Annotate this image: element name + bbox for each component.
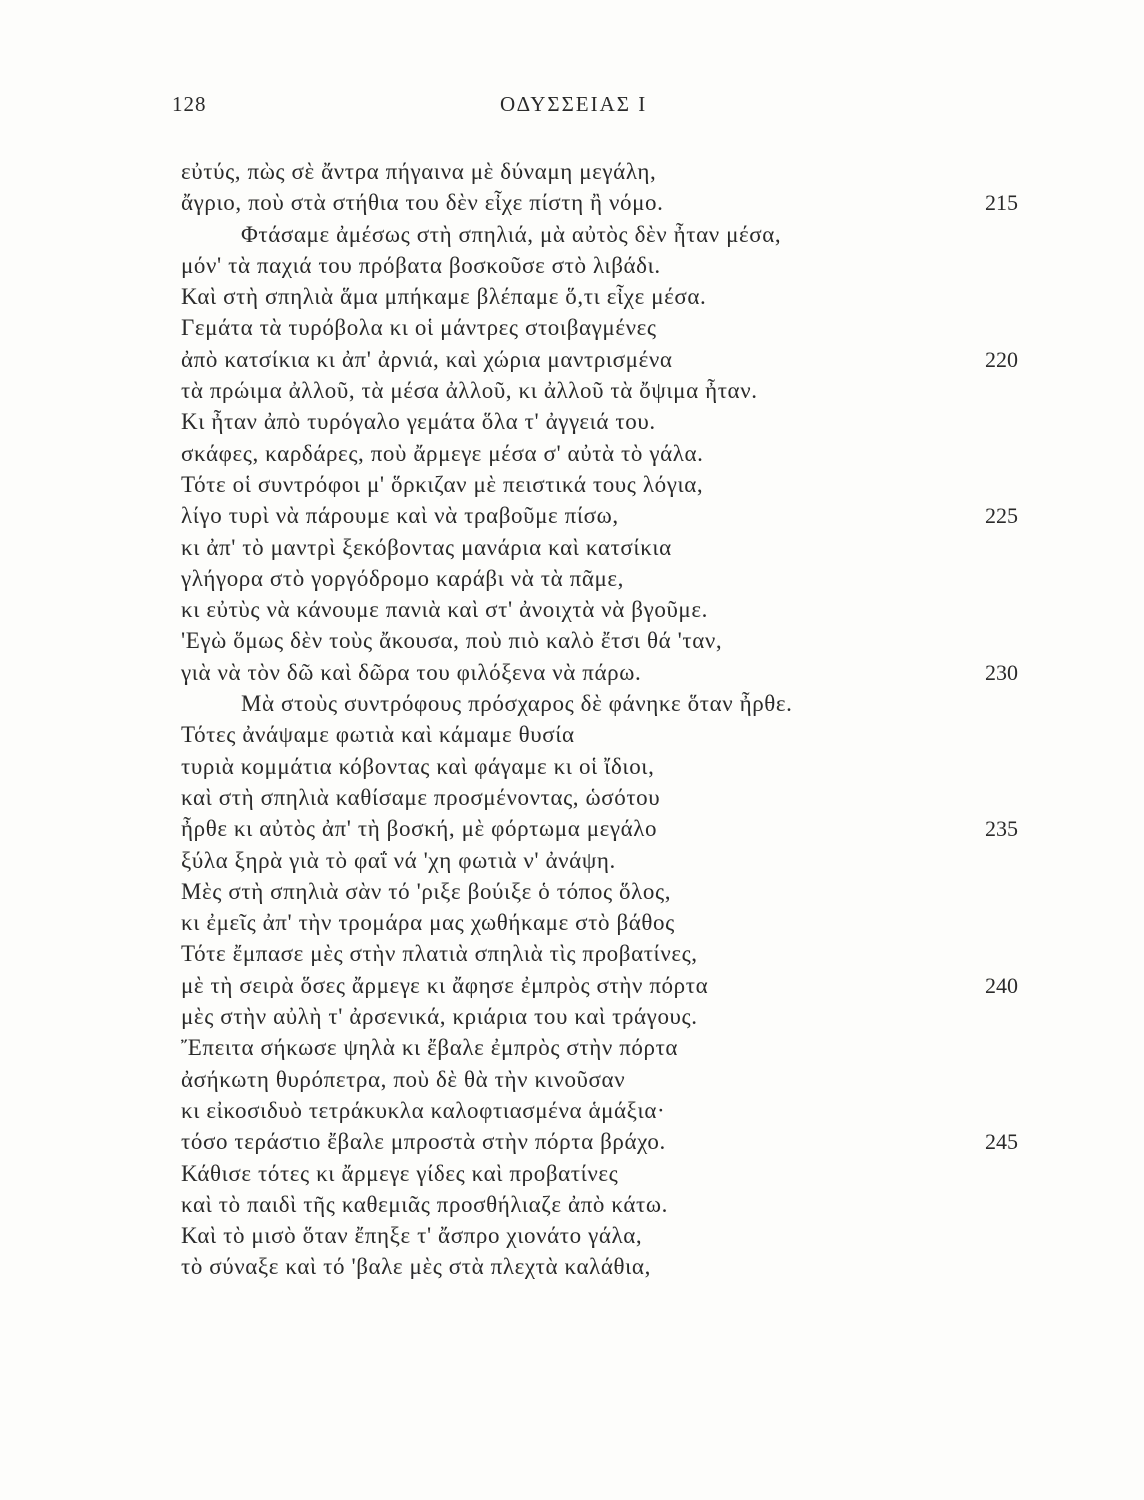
verse-line — [0, 751, 1144, 782]
verse-text: εὐτύς, πὼς σὲ ἄντρα πήγαινα μὲ δύναμη μεγάλη, — [181, 159, 657, 184]
verse-text: κι εὐτὺς νὰ κάνουμε πανιὰ καὶ στ' ἀνοιχτὰ νὰ βγοῦμε. — [181, 597, 708, 623]
verse-line — [0, 970, 1144, 1001]
verse-text: τὸ σύναξε καὶ τό 'βαλε μὲς στὰ πλεχτὰ καλάθια, — [181, 1254, 651, 1280]
verse-text: σκάφες, καρδάρες, ποὺ ἄρμεγε μέσα σ' αὐτὰ τὸ γάλα. — [181, 440, 704, 466]
verse-text: μὲ τὴ σειρὰ ὅσες ἄρμεγε κι ἄφησε ἐμπρὸς στὴν πόρτα — [181, 972, 709, 998]
verse-line — [0, 344, 1144, 375]
verse-line — [0, 500, 1144, 531]
line-number: 245 — [985, 1129, 1018, 1155]
verse-text: ξύλα ξηρὰ γιὰ τὸ φαΐ νά 'χη φωτιὰ ν' ἀνάψη. — [181, 847, 616, 873]
verse-line — [0, 1158, 1144, 1189]
verse-line — [0, 657, 1144, 688]
verse-text: Ἔπειτα σήκωσε ψηλὰ κι ἔβαλε ἐμπρὸς στὴν πόρτα — [181, 1035, 679, 1061]
page-number: 128 — [172, 92, 207, 116]
verse-text: μὲς στὴν αὐλὴ τ' ἀρσενικά, κριάρια του καὶ τράγους. — [181, 1004, 698, 1030]
verse-line — [0, 782, 1144, 813]
verse-line — [0, 469, 1144, 500]
verse-text: Τότε ἔμπασε μὲς στὴν πλατιὰ σπηλιὰ τὶς προβατίνες, — [181, 941, 698, 967]
verse-line — [0, 156, 1144, 187]
line-number: 240 — [985, 972, 1018, 998]
verse-text: Γεμάτα τὰ τυρόβολα κι οἱ μάντρες στοιβαγμένες — [181, 315, 657, 341]
verse-line — [0, 1001, 1144, 1032]
verse-text: Μὲς στὴ σπηλιὰ σὰν τό 'ριξε βούιξε ὁ τόπος ὅλος, — [181, 878, 672, 904]
verse-line — [0, 1220, 1144, 1251]
verse-text: ἄγριο, ποὺ στὰ στήθια του δὲν εἶχε πίστη ἢ νόμο. — [181, 190, 664, 216]
verse-line — [0, 625, 1144, 656]
verse-text: τυριὰ κομμάτια κόβοντας καὶ φάγαμε κι οἱ ἴδιοι, — [181, 753, 655, 779]
line-number: 235 — [985, 816, 1018, 842]
verse-text: καὶ τὸ παιδὶ τῆς καθεμιᾶς προσθήλιαζε ἀπὸ κάτω. — [181, 1191, 668, 1217]
verse-text: λίγο τυρὶ νὰ πάρουμε καὶ νὰ τραβοῦμε πίσω, — [181, 503, 619, 529]
page-header — [0, 92, 1144, 122]
verse-text: κι εἰκοσιδυὸ τετράκυκλα καλοφτιασμένα ἁμάξια· — [181, 1097, 666, 1123]
verse-text: Κι ἦταν ἀπὸ τυρόγαλο γεμάτα ὅλα τ' ἀγγειά του. — [181, 409, 656, 435]
line-number: 215 — [985, 190, 1018, 216]
verse-line — [0, 719, 1144, 750]
verse-line — [0, 1251, 1144, 1282]
verse-text: ἦρθε κι αὐτὸς ἀπ' τὴ βοσκή, μὲ φόρτωμα μεγάλο — [181, 816, 658, 842]
verse-text: τόσο τεράστιο ἔβαλε μπροστὰ στὴν πόρτα βράχο. — [181, 1129, 666, 1155]
verse-line — [0, 312, 1144, 343]
verse-line — [0, 688, 1144, 719]
verse-text: γιὰ νὰ τὸν δῶ καὶ δῶρα του φιλόξενα νὰ πάρω. — [181, 659, 642, 685]
verse-line — [0, 532, 1144, 563]
line-number: 220 — [985, 346, 1018, 372]
verse-text: καὶ στὴ σπηλιὰ καθίσαμε προσμένοντας, ὡσότου — [181, 784, 661, 810]
verse-text: Καὶ τὸ μισὸ ὅταν ἔπηξε τ' ἄσπρο χιονάτο γάλα, — [181, 1223, 643, 1249]
verse-line — [0, 281, 1144, 312]
verse-text: μόν' τὰ παχιά του πρόβατα βοσκοῦσε στὸ λιβάδι. — [181, 252, 661, 278]
verse-text: τὰ πρώιμα ἀλλοῦ, τὰ μέσα ἀλλοῦ, κι ἀλλοῦ τὰ ὄψιμα ἦταν. — [181, 378, 758, 404]
verse-text: ἀπὸ κατσίκια κι ἀπ' ἀρνιά, καὶ χώρια μαντρισμένα — [181, 346, 673, 372]
verse-text: Τότε οἱ συντρόφοι μ' ὅρκιζαν μὲ πειστικά τους λόγια, — [181, 471, 704, 497]
verse-text: Μὰ στοὺς συντρόφους πρόσχαρος δὲ φάνηκε ὅταν ἦρθε. — [241, 691, 793, 717]
verse-text: γλήγορα στὸ γοργόδρομο καράβι νὰ τὰ πᾶμε, — [181, 565, 625, 591]
running-head: ΟΔΥΣΣΕΙΑΣ Ι — [500, 92, 648, 116]
verse-line — [0, 438, 1144, 469]
verse-line — [0, 813, 1144, 844]
verse-text: Τότες ἀνάψαμε φωτιὰ καὶ κάμαμε θυσία — [181, 722, 575, 748]
verse-line — [0, 907, 1144, 938]
verse-line — [0, 1189, 1144, 1220]
verse-text: Καὶ στὴ σπηλιὰ ἅμα μπήκαμε βλέπαμε ὅ,τι εἶχε μέσα. — [181, 284, 707, 310]
verse-text: κι ἐμεῖς ἀπ' τὴν τρομάρα μας χωθήκαμε στὸ βάθος — [181, 910, 675, 936]
verse-text: ἀσήκωτη θυρόπετρα, ποὺ δὲ θὰ τὴν κινοῦσαν — [181, 1066, 626, 1092]
verse-line — [0, 375, 1144, 406]
verse-line — [0, 219, 1144, 250]
verse-line — [0, 594, 1144, 625]
verse-line — [0, 563, 1144, 594]
verse-line — [0, 1126, 1144, 1157]
line-number: 230 — [985, 659, 1018, 685]
verse-line — [0, 187, 1144, 218]
verse-line — [0, 1095, 1144, 1126]
verse-line — [0, 845, 1144, 876]
verse-line — [0, 938, 1144, 969]
verse-block — [0, 156, 1144, 1283]
verse-line — [0, 406, 1144, 437]
verse-text: Φτάσαμε ἀμέσως στὴ σπηλιά, μὰ αὐτὸς δὲν ἦταν μέσα, — [241, 221, 782, 247]
verse-line — [0, 876, 1144, 907]
verse-line — [0, 250, 1144, 281]
verse-text: 'Εγὼ ὅμως δὲν τοὺς ἄκουσα, ποὺ πιὸ καλὸ ἔτσι θά 'ταν, — [181, 628, 723, 654]
verse-line — [0, 1064, 1144, 1095]
verse-text: Κάθισε τότες κι ἄρμεγε γίδες καὶ προβατίνες — [181, 1160, 619, 1186]
line-number: 225 — [985, 503, 1018, 529]
verse-text: κι ἀπ' τὸ μαντρὶ ξεκόβοντας μανάρια καὶ κατσίκια — [181, 534, 672, 560]
verse-line — [0, 1032, 1144, 1063]
